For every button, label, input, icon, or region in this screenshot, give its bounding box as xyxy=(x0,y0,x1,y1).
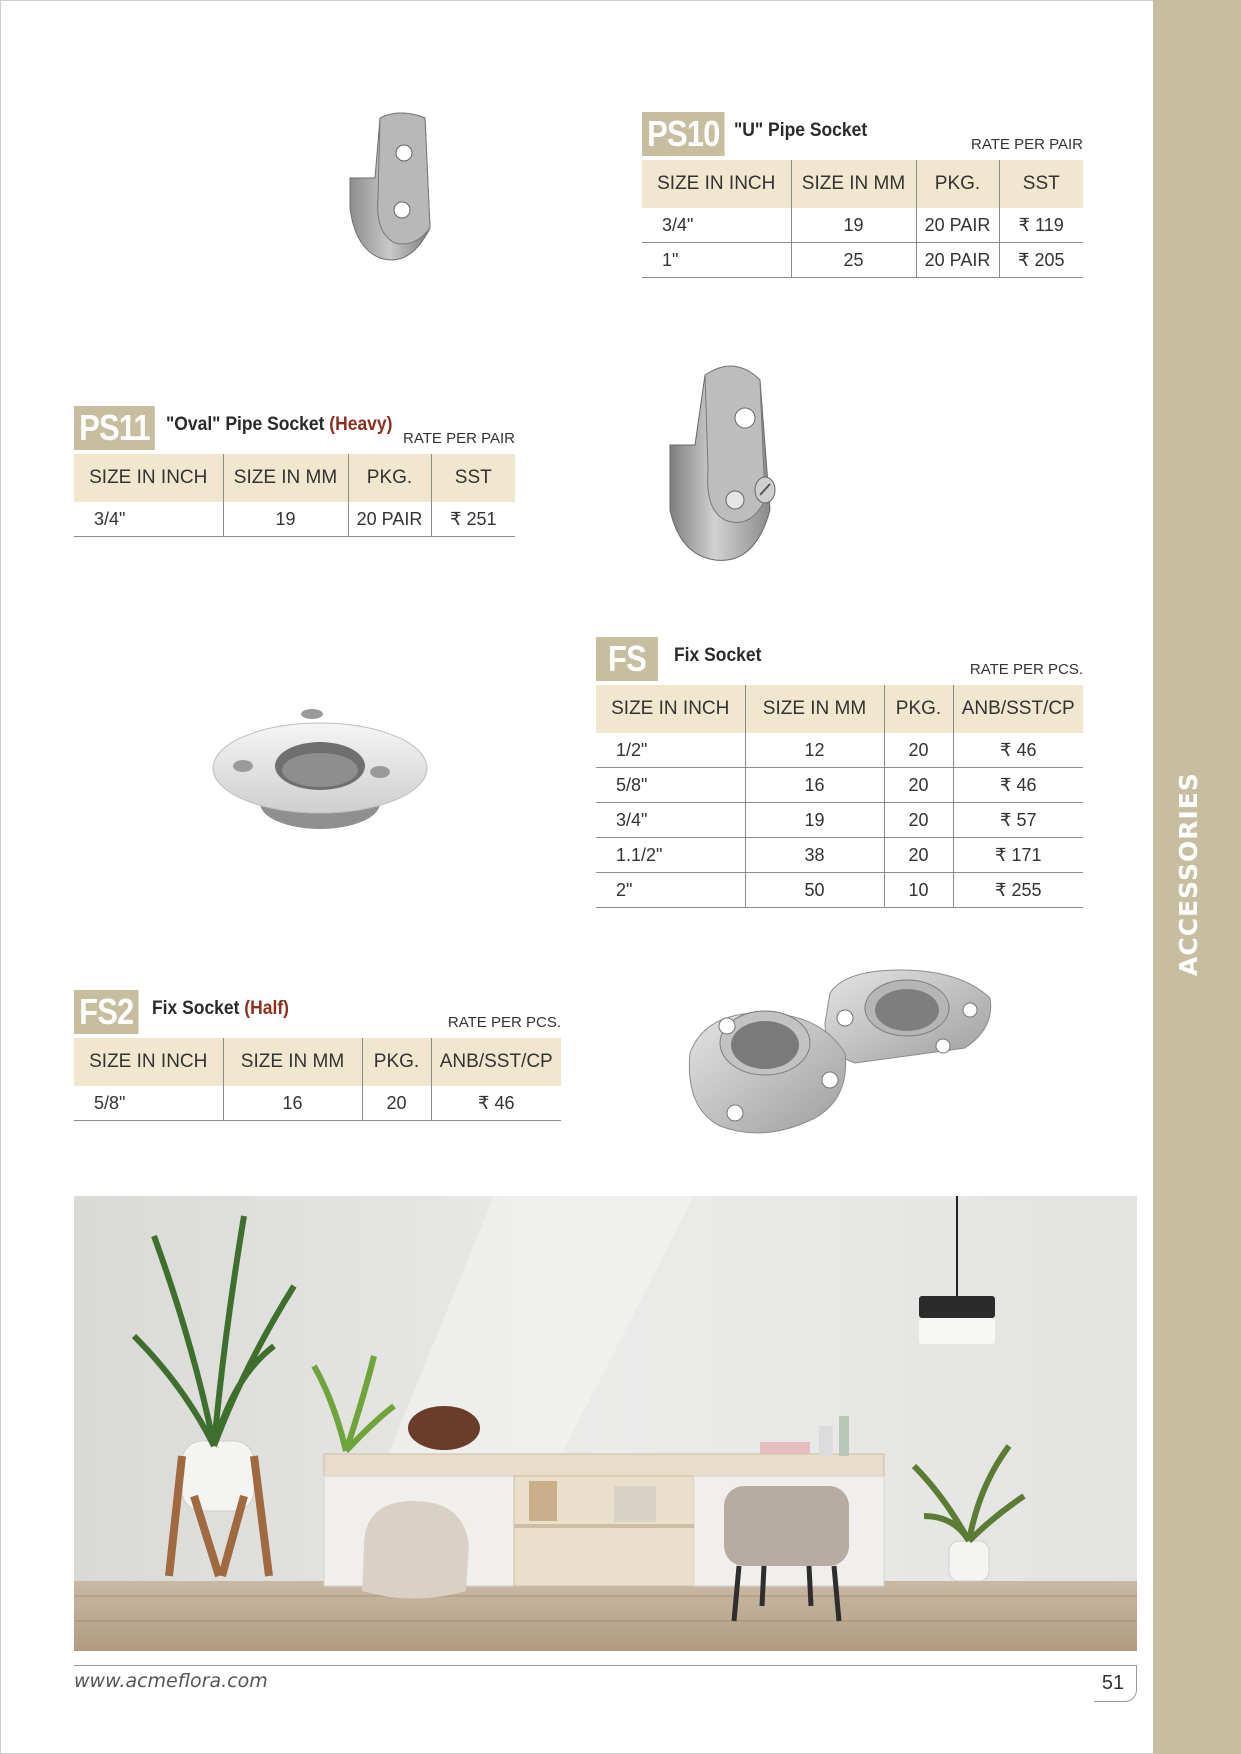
table-cell: 20 xyxy=(884,838,953,873)
fs2-header xyxy=(74,990,561,1034)
table-cell: ₹ 171 xyxy=(953,838,1083,873)
fix-socket-half-image xyxy=(685,968,995,1143)
ps11-header xyxy=(74,406,515,450)
table-cell: 20 xyxy=(884,768,953,803)
ps11-header-row xyxy=(74,454,515,502)
ps10-section xyxy=(642,112,1083,278)
ps11-title-accent: (Heavy) xyxy=(329,414,393,435)
side-label-text: ACCESSORIES xyxy=(1174,772,1203,976)
ps10-col-header: PKG. xyxy=(916,160,999,208)
table-row xyxy=(74,502,515,537)
fix-socket-image xyxy=(205,700,435,835)
table-row xyxy=(596,733,1083,768)
ps10-header-row xyxy=(642,160,1083,208)
fs-code: FS xyxy=(596,637,658,681)
fs-col-header: SIZE IN INCH xyxy=(596,685,745,733)
interior-photo xyxy=(74,1196,1137,1651)
table-cell: 3/4" xyxy=(596,803,745,838)
website-link[interactable]: www.acmeflora.com xyxy=(74,1670,268,1692)
table-cell: 1.1/2" xyxy=(596,838,745,873)
table-row xyxy=(596,803,1083,838)
oval-pipe-socket-image xyxy=(660,360,810,580)
fs-title-text: Fix Socket xyxy=(674,645,762,666)
table-cell: 2" xyxy=(596,873,745,908)
fs-col-header: ANB/SST/CP xyxy=(953,685,1083,733)
ps10-col-header: SST xyxy=(999,160,1083,208)
table-row xyxy=(596,838,1083,873)
table-cell: 16 xyxy=(223,1086,362,1121)
table-cell: 20 xyxy=(884,733,953,768)
table-cell: ₹ 251 xyxy=(431,502,515,537)
table-cell: ₹ 46 xyxy=(953,733,1083,768)
fs-table xyxy=(596,685,1083,908)
fs-header-row xyxy=(596,685,1083,733)
table-cell: 1/2" xyxy=(596,733,745,768)
table-row xyxy=(642,243,1083,278)
ps10-rate-label: RATE PER PAIR xyxy=(971,136,1083,153)
table-cell: ₹ 255 xyxy=(953,873,1083,908)
ps10-table xyxy=(642,160,1083,278)
fs2-title xyxy=(152,998,289,1020)
fs2-col-header: SIZE IN MM xyxy=(223,1038,362,1086)
fs2-col-header: PKG. xyxy=(362,1038,431,1086)
table-row xyxy=(642,208,1083,243)
fs-title xyxy=(674,645,761,667)
fs-col-header: PKG. xyxy=(884,685,953,733)
ps10-title-text: "U" Pipe Socket xyxy=(734,120,868,141)
ps11-col-header: SST xyxy=(431,454,515,502)
ps11-col-header: SIZE IN INCH xyxy=(74,454,223,502)
ps11-rate-label: RATE PER PAIR xyxy=(403,430,515,447)
table-cell: 19 xyxy=(223,502,348,537)
ps10-code: PS10 xyxy=(642,112,725,156)
table-cell: 19 xyxy=(791,208,916,243)
table-cell: 25 xyxy=(791,243,916,278)
fs-section xyxy=(596,637,1083,908)
ps11-title-text: "Oval" Pipe Socket xyxy=(166,414,325,435)
table-cell: 5/8" xyxy=(74,1086,223,1121)
fs2-col-header: ANB/SST/CP xyxy=(431,1038,561,1086)
table-cell: 50 xyxy=(745,873,884,908)
u-pipe-socket-image xyxy=(340,108,470,278)
ps11-code: PS11 xyxy=(74,406,155,450)
ps10-col-header: SIZE IN INCH xyxy=(642,160,791,208)
fs-col-header: SIZE IN MM xyxy=(745,685,884,733)
fs2-title-accent: (Half) xyxy=(244,998,289,1019)
table-cell: ₹ 205 xyxy=(999,243,1083,278)
ps11-col-header: PKG. xyxy=(348,454,431,502)
table-cell: 5/8" xyxy=(596,768,745,803)
ps11-table xyxy=(74,454,515,537)
fs2-table xyxy=(74,1038,561,1121)
fs2-col-header: SIZE IN INCH xyxy=(74,1038,223,1086)
table-cell: 20 PAIR xyxy=(916,208,999,243)
ps10-header xyxy=(642,112,1083,156)
table-row xyxy=(596,768,1083,803)
table-cell: 3/4" xyxy=(642,208,791,243)
table-cell: 20 xyxy=(884,803,953,838)
fs2-section xyxy=(74,990,561,1121)
fs2-header-row xyxy=(74,1038,561,1086)
table-cell: ₹ 46 xyxy=(953,768,1083,803)
table-cell: ₹ 46 xyxy=(431,1086,561,1121)
ps10-title xyxy=(734,120,867,142)
table-cell: 3/4" xyxy=(74,502,223,537)
footer-line xyxy=(74,1665,1137,1666)
table-cell: 16 xyxy=(745,768,884,803)
table-cell: ₹ 57 xyxy=(953,803,1083,838)
fs2-rate-label: RATE PER PCS. xyxy=(447,1014,561,1031)
fs-header xyxy=(596,637,1083,681)
table-cell: 20 PAIR xyxy=(916,243,999,278)
fs2-title-text: Fix Socket xyxy=(152,998,240,1019)
table-cell: 38 xyxy=(745,838,884,873)
table-cell: 1" xyxy=(642,243,791,278)
table-cell: ₹ 119 xyxy=(999,208,1083,243)
table-cell: 20 PAIR xyxy=(348,502,431,537)
ps11-section xyxy=(74,406,515,537)
fs-rate-label: RATE PER PCS. xyxy=(969,661,1083,678)
ps11-title xyxy=(166,414,392,436)
table-row xyxy=(596,873,1083,908)
ps10-col-header: SIZE IN MM xyxy=(791,160,916,208)
table-cell: 19 xyxy=(745,803,884,838)
table-cell: 20 xyxy=(362,1086,431,1121)
table-cell: 12 xyxy=(745,733,884,768)
ps11-col-header: SIZE IN MM xyxy=(223,454,348,502)
table-cell: 10 xyxy=(884,873,953,908)
page-number: 51 xyxy=(1101,1672,1125,1694)
fs2-code: FS2 xyxy=(74,990,139,1034)
table-row xyxy=(74,1086,561,1121)
